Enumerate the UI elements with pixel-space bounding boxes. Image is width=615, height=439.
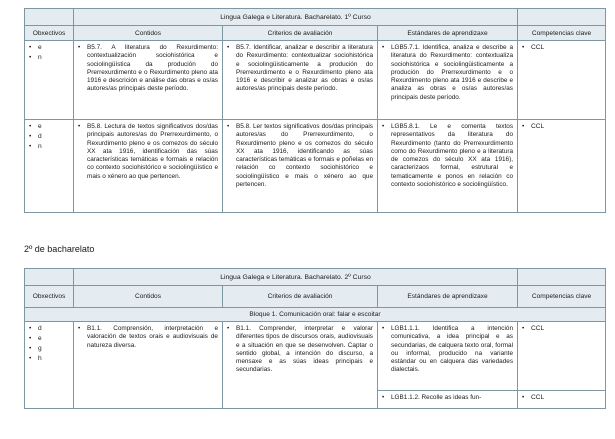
- competences-cell: [518, 41, 606, 120]
- bullet-icon: •: [78, 123, 81, 130]
- content-cell: • B5.8. Lectura de textos significativos dos/das principais autores/as do Prerrexurdimento, o Rexurdimento pleno e os comezos do século XX ata 1916, identificación das súas características temáticas e formais e relación co contexto sociohistórico e sociolingüístico e mais o xénero ao que pertencen.: [74, 120, 223, 213]
- curriculum-table-1-curso: [24, 8, 606, 213]
- objective-item: • d: [29, 325, 42, 332]
- bullet-icon: •: [29, 54, 32, 61]
- competence-item: • CCL: [522, 394, 545, 401]
- table-title: Lingua Galega e Literatura. Bacharelato. 2º Curso: [74, 269, 518, 286]
- bullet-icon: •: [29, 133, 32, 140]
- table-corner-cell: [518, 269, 606, 286]
- bullet-icon: •: [227, 325, 230, 332]
- bullet-icon: •: [78, 325, 81, 332]
- objective-item: • e: [29, 335, 42, 342]
- bullet-icon: •: [382, 325, 385, 332]
- bullet-icon: •: [29, 143, 32, 150]
- standard-cell: • LGB5.7.1. Identifica, analiza e describe a literatura do Rexurdimento: contextualiza sociohistórica e sociolingüisticamente a produción do Prerrexurdimento e o Rexurdimento pleno ata 1916 e describe e analiza as obras e os/as autores/as principais deste período.: [378, 41, 518, 120]
- column-header-contents: Contidos: [74, 26, 223, 41]
- criteria-cell: • B1.1. Comprender, interpretar e valorar diferentes tipos de discursos orais, audiovisuais e a situación en que se desenvolven. Captar o sentido global, a intención do discurso, a mensaxe e as súas ideas principais e secundarias.: [223, 322, 378, 409]
- column-header-competences: Competencias clave: [518, 26, 606, 41]
- table-row: [25, 41, 606, 120]
- bullet-icon: •: [382, 123, 385, 130]
- bullet-icon: •: [522, 123, 525, 130]
- standard-cell: • LGB5.8.1. Le e comenta textos representativos da literatura do Rexurdimento (tanto do Prerrexurdimento como do Rexurdimento pleno e a literatura de comezos do século XX ata 1916), caracterizaos formal, estrutural e tematicamente e ponos en relación co contexto sociohistórico e sociolingüístico.: [378, 120, 518, 213]
- block-heading: Bloque 1. Comunicación oral: falar e escoitar: [25, 308, 606, 322]
- objective-item: • d: [29, 133, 42, 140]
- objectives-cell: [25, 322, 74, 409]
- criteria-cell: • B5.7. Identificar, analizar e describir a literatura do Rexurdimento: contextualizar sociohistórica e sociolingüisticamente a produción do Prerrexurdimento e o Rexurdimento pleno ata 1916 e describir e analizar as obras e os/as autores/as principais deste período.: [223, 41, 378, 120]
- objectives-cell: [25, 41, 74, 120]
- column-header-competences: Competencias clave: [518, 286, 606, 308]
- column-header-standards: Estándares de aprendizaxe: [378, 26, 518, 41]
- objective-item: • n: [29, 54, 42, 61]
- objectives-cell: [25, 120, 74, 213]
- table-corner-cell: [25, 9, 74, 26]
- column-header-objectives: Obxectivos: [25, 26, 74, 41]
- column-header-criteria: Criterios de avaliación: [223, 26, 378, 41]
- bullet-icon: •: [522, 44, 525, 51]
- objective-item: • e: [29, 123, 42, 130]
- column-header-objectives: Obxectivos: [25, 286, 74, 308]
- competences-cell: [518, 120, 606, 213]
- column-header-criteria: Criterios de avaliación: [223, 286, 378, 308]
- section-heading: 2º de bacharelato: [24, 244, 95, 254]
- objective-item: • h: [29, 355, 42, 362]
- bullet-icon: •: [29, 123, 32, 130]
- column-header-contents: Contidos: [74, 286, 223, 308]
- bullet-icon: •: [29, 44, 32, 51]
- bullet-icon: •: [29, 325, 32, 332]
- bullet-icon: •: [522, 325, 525, 332]
- column-header-standards: Estándares de aprendizaxe: [378, 286, 518, 308]
- content-cell: • B1.1. Comprensión, interpretación e valoración de textos orais e audiovisuais de natureza diversa.: [74, 322, 223, 409]
- standard-cell: • LGB1.1.2. Recolle as ideas fun-: [378, 391, 518, 409]
- criteria-cell: • B5.8. Ler textos significativos dos/das principais autores/as do Prerrexurdimento, o Rexurdimento pleno e os comezos do século XX ata 1916, identificando as súas características temáticas e formais e poñelas en relación co contexto sociohistórico e sociolingüístico e mais o xénero ao que pertencen.: [223, 120, 378, 213]
- curriculum-table-2-curso: [24, 268, 606, 409]
- bullet-icon: •: [522, 394, 525, 401]
- objective-item: • e: [29, 44, 42, 51]
- bullet-icon: •: [227, 44, 230, 51]
- table-row: [25, 322, 606, 391]
- bullet-icon: •: [29, 335, 32, 342]
- competence-item: • CCL: [522, 44, 545, 51]
- competence-item: • CCL: [522, 123, 545, 130]
- bullet-icon: •: [227, 123, 230, 130]
- bullet-icon: •: [382, 394, 385, 401]
- competences-cell: [518, 391, 606, 409]
- table-row: [25, 120, 606, 213]
- table-title: Lingua Galega e Literatura. Bacharelato. 1º Curso: [74, 9, 518, 26]
- content-cell: • B5.7. A literatura do Rexurdimento: contextualización sociohistórica e sociolingüística da produción do Prerrexurdimento e o Rexurdimento pleno ata 1916 e descrición e análise das obras e os/as autores/as principais deste período.: [74, 41, 223, 120]
- competence-item: • CCL: [522, 325, 545, 332]
- objective-item: • g: [29, 345, 42, 352]
- bullet-icon: •: [29, 345, 32, 352]
- bullet-icon: •: [382, 44, 385, 51]
- competences-cell: [518, 322, 606, 391]
- bullet-icon: •: [78, 44, 81, 51]
- objective-item: • n: [29, 143, 42, 150]
- bullet-icon: •: [29, 355, 32, 362]
- table-corner-cell: [25, 269, 74, 286]
- table-corner-cell: [518, 9, 606, 26]
- standard-cell: • LGB1.1.1. Identifica a intención comunicativa, a idea principal e as secundarias, de calquera texto oral, formal ou informal, producido na variante estándar ou en calquera das variedades dialectais.: [378, 322, 518, 391]
